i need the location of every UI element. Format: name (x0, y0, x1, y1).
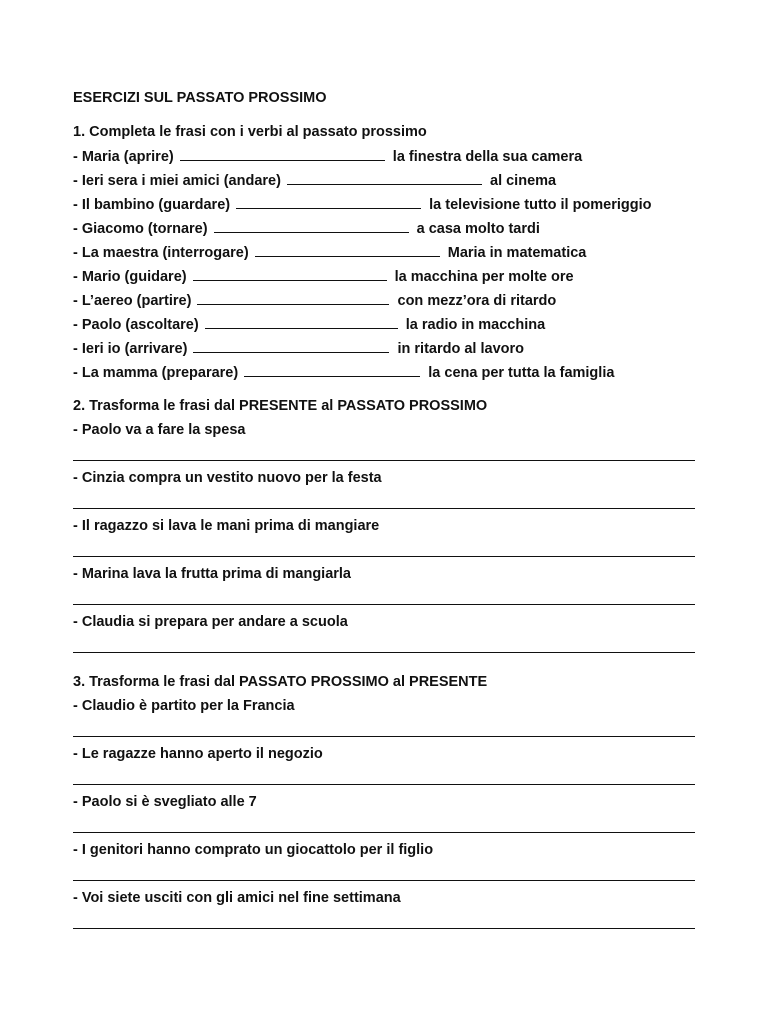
fill-in-item (73, 144, 695, 168)
fill-in-item (73, 168, 695, 192)
item-sentence: - Il ragazzo si lava le mani prima di mangiare (73, 518, 380, 534)
item-prompt: - La mamma (preparare) (73, 365, 239, 381)
answer-line[interactable] (73, 784, 695, 785)
exercise-3-heading: 3. Trasforma le frasi dal PASSATO PROSSIMO al PRESENTE (73, 674, 488, 690)
transform-item (73, 742, 695, 790)
answer-line[interactable] (73, 556, 695, 557)
item-continuation: a casa molto tardi (416, 221, 540, 237)
item-prompt: - Maria (aprire) (73, 149, 174, 165)
item-prompt: - Ieri sera i miei amici (andare) (73, 173, 281, 189)
transform-item (73, 418, 695, 466)
item-prompt: - Il bambino (guardare) (73, 197, 231, 213)
item-sentence: - Paolo va a fare la spesa (73, 422, 246, 438)
exercise-2 (73, 394, 695, 658)
item-prompt: - Mario (guidare) (73, 269, 187, 285)
exercise-1-heading: 1. Completa le frasi con i verbi al passato prossimo (73, 124, 427, 140)
item-prompt: - Giacomo (tornare) (73, 221, 208, 237)
fill-in-item (73, 336, 695, 360)
fill-in-item (73, 312, 695, 336)
answer-line[interactable] (73, 460, 695, 461)
fill-in-item (73, 264, 695, 288)
transform-item (73, 886, 695, 934)
answer-blank[interactable] (197, 288, 389, 305)
answer-blank[interactable] (205, 312, 398, 329)
transform-item (73, 694, 695, 742)
answer-line[interactable] (73, 652, 695, 653)
exercise-3 (73, 670, 695, 934)
item-continuation: con mezz’ora di ritardo (397, 293, 557, 309)
item-continuation: la radio in macchina (405, 317, 546, 333)
answer-blank[interactable] (287, 168, 482, 185)
item-sentence: - Voi siete usciti con gli amici nel fine settimana (73, 890, 401, 906)
item-continuation: in ritardo al lavoro (397, 341, 524, 357)
item-sentence: - Le ragazze hanno aperto il negozio (73, 746, 323, 762)
transform-item (73, 514, 695, 562)
transform-item (73, 610, 695, 658)
worksheet-title: ESERCIZI SUL PASSATO PROSSIMO (73, 90, 327, 106)
answer-line[interactable] (73, 736, 695, 737)
fill-in-item (73, 216, 695, 240)
item-continuation: Maria in matematica (447, 245, 587, 261)
item-continuation: al cinema (490, 173, 557, 189)
item-continuation: la televisione tutto il pomeriggio (429, 197, 652, 213)
transform-item (73, 562, 695, 610)
transform-item (73, 466, 695, 514)
answer-blank[interactable] (193, 264, 387, 281)
answer-line[interactable] (73, 832, 695, 833)
item-continuation: la macchina per molte ore (394, 269, 574, 285)
exercise-2-heading: 2. Trasforma le frasi dal PRESENTE al PASSATO PROSSIMO (73, 398, 488, 414)
fill-in-item (73, 288, 695, 312)
fill-in-item (73, 240, 695, 264)
answer-line[interactable] (73, 928, 695, 929)
answer-blank[interactable] (193, 336, 389, 353)
item-sentence: - Paolo si è svegliato alle 7 (73, 794, 257, 810)
item-prompt: - Ieri io (arrivare) (73, 341, 188, 357)
item-continuation: la cena per tutta la famiglia (428, 365, 615, 381)
answer-blank[interactable] (236, 192, 421, 209)
answer-blank[interactable] (244, 360, 420, 377)
worksheet (73, 86, 695, 944)
item-sentence: - Claudio è partito per la Francia (73, 698, 295, 714)
transform-item (73, 790, 695, 838)
item-sentence: - Claudia si prepara per andare a scuola (73, 614, 348, 630)
item-prompt: - La maestra (interrogare) (73, 245, 249, 261)
item-continuation: la finestra della sua camera (392, 149, 583, 165)
answer-blank[interactable] (214, 216, 409, 233)
answer-line[interactable] (73, 508, 695, 509)
transform-item (73, 838, 695, 886)
fill-in-item (73, 360, 695, 384)
fill-in-item (73, 192, 695, 216)
answer-line[interactable] (73, 880, 695, 881)
answer-line[interactable] (73, 604, 695, 605)
answer-blank[interactable] (180, 144, 385, 161)
item-sentence: - I genitori hanno comprato un giocattolo per il figlio (73, 842, 434, 858)
item-sentence: - Cinzia compra un vestito nuovo per la festa (73, 470, 382, 486)
item-prompt: - Paolo (ascoltare) (73, 317, 199, 333)
item-prompt: - L’aereo (partire) (73, 293, 192, 309)
item-sentence: - Marina lava la frutta prima di mangiarla (73, 566, 351, 582)
answer-blank[interactable] (255, 240, 440, 257)
exercise-1 (73, 120, 695, 384)
